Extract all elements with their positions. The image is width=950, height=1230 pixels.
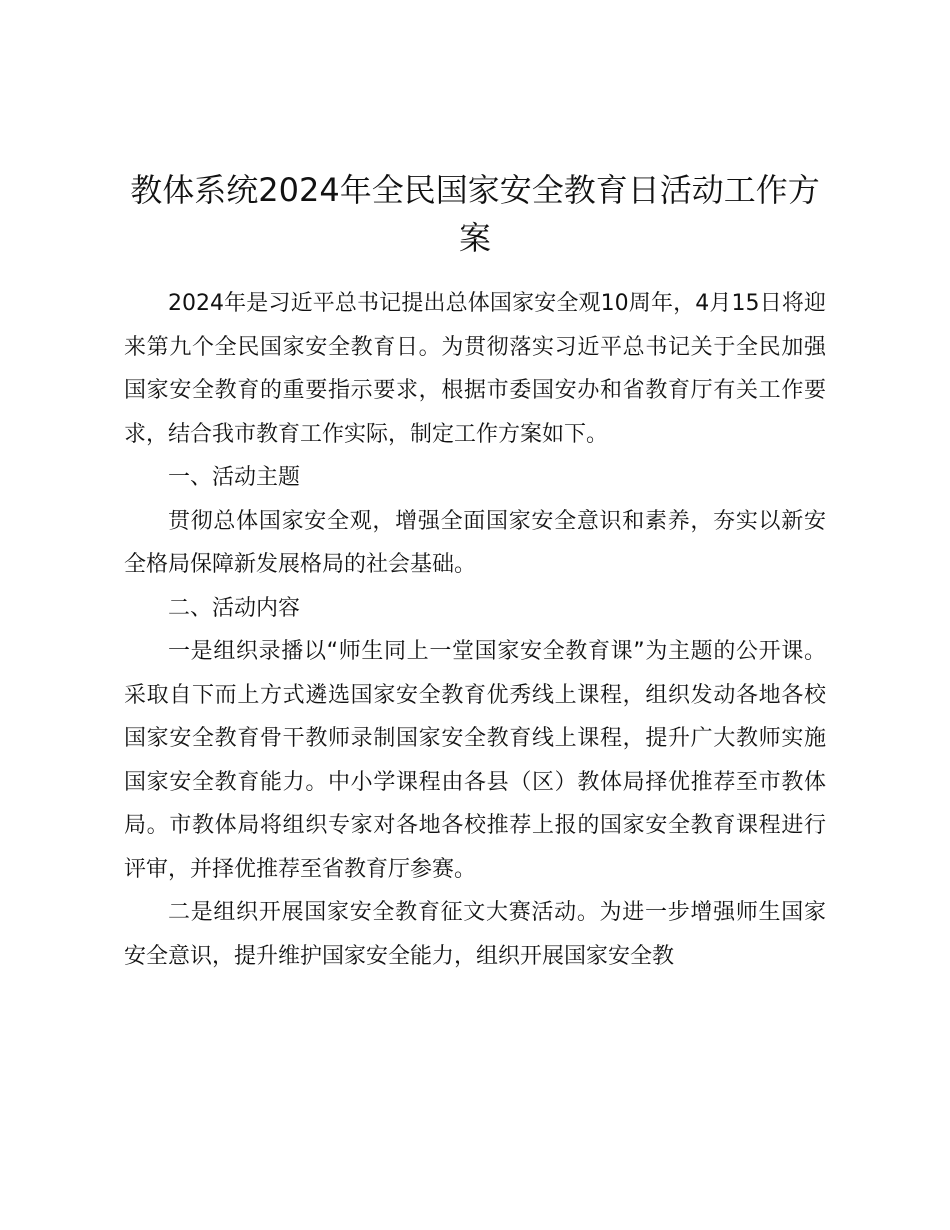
document-body xyxy=(124,282,826,978)
section-heading-content: 二、活动内容 xyxy=(168,595,301,621)
theme-paragraph: 贯彻总体国家安全观，增强全面国家安全意识和素养，夯实以新安全格局保障新发展格局的社会基础。 xyxy=(124,508,826,577)
intro-paragraph: 2024年是习近平总书记提出总体国家安全观10周年，4月15日将迎来第九个全民国家安全教育日。为贯彻落实习近平总书记关于全民加强国家安全教育的重要指示要求，根据市委国安办和省教育厅有关工作要求，结合我市教育工作实际，制定工作方案如下。 xyxy=(124,291,826,447)
section-heading-theme: 一、活动主题 xyxy=(168,465,301,490)
document-title: 教体系统2024年全民国家安全教育日活动工作方案 xyxy=(130,171,820,257)
content-paragraph-2: 二是组织开展国家安全教育征文大赛活动。为进一步增强师生国家安全意识，提升维护国家安全能力，组织开展国家安全教 xyxy=(124,900,826,969)
content-paragraph-1: 一是组织录播以“师生同上一堂国家安全教育课”为主题的公开课。采取自下而上方式遴选国家安全教育优秀线上课程，组织发动各地各校国家安全教育骨干教师录制国家安全教育线上课程，提升广大教师实施国家安全教育能力。中小学课程由各县（区）教体局择优推荐至市教体局。市教体局将组织专家对各地各校推荐上报的国家安全教育课程进行评审，并择优推荐至省教育厅参赛。 xyxy=(124,639,826,882)
